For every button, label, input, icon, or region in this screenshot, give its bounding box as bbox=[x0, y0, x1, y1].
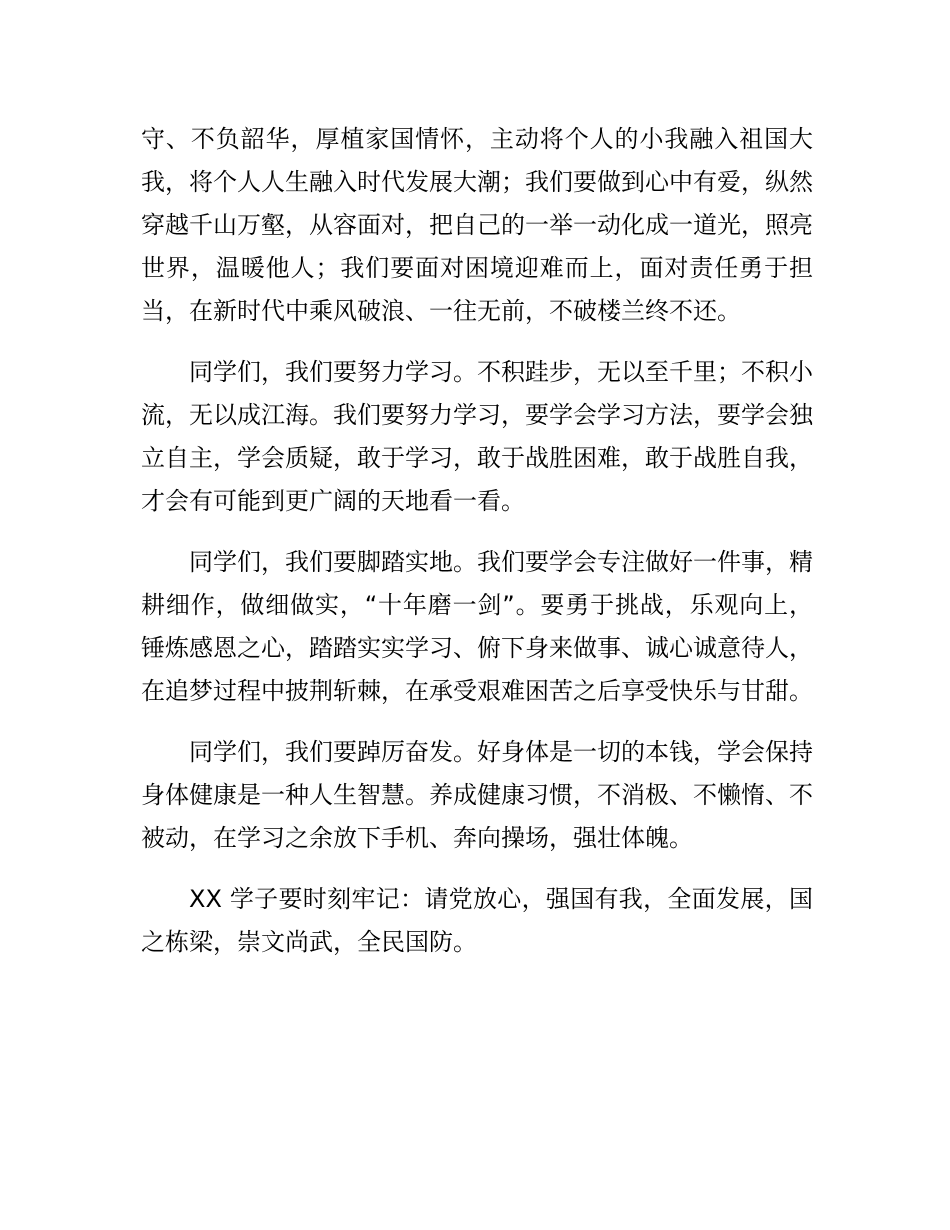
paragraph-continuation: 守、不负韶华，厚植家国情怀，主动将个人的小我融入祖国大我，将个人人生融入时代发展大潮；我们要做到心中有爱，纵然穿越千山万壑，从容面对，把自己的一举一动化成一道光，照亮世界，温暖他人；我们要面对困境迎难而上，面对责任勇于担当，在新时代中乘风破浪、一往无前，不破楼兰终不还。 bbox=[141, 125, 813, 325]
paragraph-study-hard: 同学们，我们要努力学习。不积跬步，无以至千里；不积小流，无以成江海。我们要努力学习，要学会学习方法，要学会独立自主，学会质疑，敢于学习，敢于战胜困难，敢于战胜自我，才会有可能到更广阔的天地看一看。 bbox=[141, 358, 813, 515]
paragraph-health: 同学们，我们要踔厉奋发。好身体是一切的本钱，学会保持身体健康是一种人生智慧。养成健康习惯，不消极、不懒惰、不被动，在学习之余放下手机、奔向操场，强壮体魄。 bbox=[141, 738, 813, 852]
paragraph-motto: XX 学子要时刻牢记：请党放心，强国有我，全面发展，国之栋梁，崇文尚武，全民国防。 bbox=[141, 885, 813, 956]
document-body bbox=[141, 118, 813, 982]
paragraph-down-to-earth: 同学们，我们要脚踏实地。我们要学会专注做好一件事，精耕细作，做细做实，“十年磨一剑”。要勇于挑战，乐观向上，锤炼感恩之心，踏踏实实学习、俯下身来做事、诚心诚意待人，在追梦过程中披荆斩棘，在承受艰难困苦之后享受快乐与甘甜。 bbox=[141, 548, 813, 705]
